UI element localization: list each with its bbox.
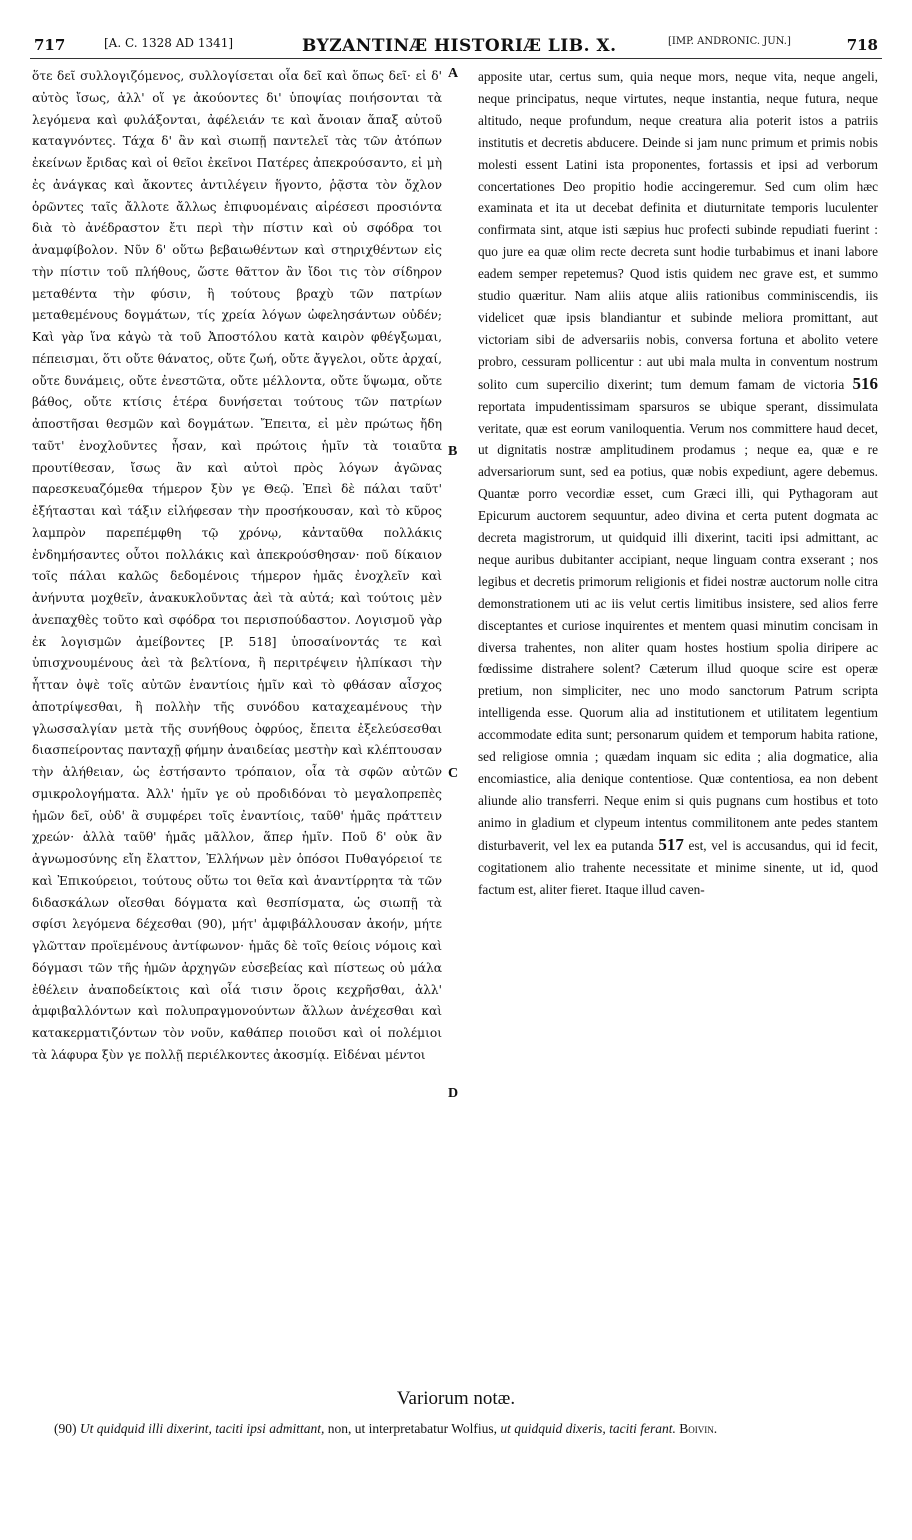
footnote-text: non, ut interpretabatur Wolfius, [327,1421,498,1436]
footnote [54,1420,884,1438]
margin-markers [446,66,466,1386]
emperor-label: [IMP. ANDRONIC. JUN.] [668,36,791,47]
date-range: [A. C. 1328 AD 1341] [104,36,234,50]
footnote-number: (90) [54,1421,77,1436]
footnote-quote-2: ut quidquid dixeris, taciti ferant. [500,1421,676,1436]
margin-letter-d: D [448,1086,459,1101]
latin-text-part-1: apposite utar, certus sum, quia neque mors, neque vita, neque angeli, neque principatus, neque virtutes, neque instantia, neque futura, neque altitudo, neque profundum, neque creatura alia poterit istos a patriis institutis et decretis abducere. Deinde si jam nunc primum et primis nobis molesti essent Latini ista proponentes, fortassis et ipsi ad verborum concertationes Deo propitio hodie accingeremur. Sed cum olim hæc examinata et ita ut decebat definita et diuturnitate temporis luculenter confirmata sint, atque isti sæpius huc profecti subinde repudiati fuerint : quo jure ea quæ olim recte decreta sunt hodie turbabimus et inani labore eadem semper repetemus? Quod istis quidem nec grave est, et summo studio quæritur. Nam aliis atque aliis rationibus comminiscendis, iis videlicet quæ ipsis blandiantur et subinde meliora promittant, aut victoriam sibi de adversariis nobis, conversa fortuna et abolito vetere probro, cessuram pollicentur : aut ubi mala multa in conventum nostrum solito cum supercilio dixerint; tum demum famam de victoria [478,69,878,392]
greek-column: ὅτε δεῖ συλλογιζόμενος, συλλογίσεται οἷα δεῖ καὶ ὅπως δεῖ· εἰ δ' αὐτὸς ἴσως, ἀλλ' οἵ γε ἀκούοντες δι' ὑποψίας ποιήσονται τὰ λεγόμενα καὶ φυλάξονται, ἀφέλειάν τε καὶ ἄνοιαν ἅπαξ αὐτοῦ καταγνόντες. Τάχα δ' ἂν καὶ σιωπῇ παντελεῖ τὰς τῶν ἀτόπων ἐκείνων ἔριδας καὶ οἱ θεῖοι ἐκεῖνοι Πατέρες ἀπεκρούσαντο, εἰ μὴ ἐς ἀνάγκας καὶ ἄκοντες ἀντιλέγειν ἥγοντο, ῥᾷστα τὸν ὄχλον ὁρῶντες ταῖς ἄλλοτε ἄλλως ἐπιφυομέναις αἱρέσεσι προσιόντα διὰ τὸ ἀνέδραστον ἔτι περὶ τὴν πίστιν καὶ οὐ σφόδρα τοι ἀναμφίβολον. Νῦν δ' οὕτω βεβαιωθέντων καὶ στηριχθέντων εἰς τὴν πίστιν τοῦ πλήθους, ὥστε θᾶττον ἂν ἴδοι τις τὸν σίδηρον μεταθέντα τὴν φύσιν, ἢ τούτους βραχὺ τῶν πατρίων μεταθεμένους δογμάτων, τίς χρεία λόγων ὠφελησάντων οὐδέν; Καὶ γὰρ ἵνα κἀγὼ τὰ τοῦ Ἀποστόλου κατὰ καιρὸν φθέγξωμαι, πέπεισμαι, ὅτι οὔτε θάνατος, οὔτε ζωή, οὔτε ἄγγελοι, οὔτε ἀρχαί, οὔτε δυνάμεις, οὔτε ἐνεστῶτα, οὔτε μέλλοντα, οὔτε ὕψωμα, οὔτε βάθος, οὔτε κτίσις ἑτέρα δυνήσεται τούτους τῶν πατρίων ἀποστῆσαι θεσμῶν καὶ δογμάτων. Ἔπειτα, εἰ μὲν πρώτως ἤδη ταῦτ' ἐνοχλοῦντες ἦσαν, καὶ πρώτοις ἡμῖν τὰ τοιαῦτα προυτίθεσαν, ἴσως ἂν καὶ αὐτοὶ πρὸς λόγων ἀγῶνας παρεσκευαζόμεθα τήμερον ξὺν γε Θεῷ. Ἐπεὶ δὲ πάλαι ταῦτ' ἐξήτασται καὶ τάξιν εἰλήφεσαν τὴν προσήκουσαν, καὶ τὸ κῦρος λαμπρὸν παρεπέμφθη τῷ χρόνῳ, κἀνταῦθα πολλάκις ἐνδημήσαντες οὗτοι πολλάκις καὶ ἀπεκρούσθησαν· ποῦ δίκαιον τοῖς πάλαι καλῶς δεδομένοις τήμερον ἡμᾶς ἐνοχλεῖν καὶ ἀνήνυτα μοχθεῖν, ἀνακυκλοῦντας ἀεὶ τὰ αὐτά; καὶ τούτοις μὲν ἀνεπαχθὲς τοῦτο καὶ σφόδρα τοι περισπούδαστον. Λογισμοῦ γὰρ ἐκ λογισμῶν ἀμείβοντες [P. 518] ὑποσαίνοντάς τε καὶ ὑπισχνουμένους ἀεὶ τὰ βελτίονα, ἢ περιτρέψειν ἠλπίκασι τὴν ἧτταν ὀψὲ τοῖς αὐτῶν ἐναντίοις ἡμῖν καὶ τὸ φθάσαν αἶσχος ἀποτρίψεσθαι, ἢ πολλὴν τῆς συνόδου καταχεαμένους τὴν γλωσσαλγίαν μετὰ τῆς συνήθους ὀφρύος, ἔπειτα ἐξελεύσεσθαι διασπείροντας πανταχῇ φήμην ἀναιδείας μεστὴν καὶ κλέπτουσαν τὴν ἀλήθειαν, ὡς ἐστήσαντο τρόπαιον, οἷα τὰ σφῶν αὐτῶν σμικρολογήματα. Ἀλλ' ἡμῖν γε οὐ προδιδόναι τὸ μεγαλοπρεπὲς ἡμῶν δεῖ, οὐδ' ἃ συμφέρει τοῖς ἐναντίοις, ταῦθ' ἡμᾶς πράττειν χρεών· ἀλλὰ ταῦθ' ἡμᾶς μᾶλλον, ἅπερ ἡμῖν. Ποῦ δ' οὐκ ἂν ἀγνωμοσύνης εἴη ἔλαττον, Ἑλλήνων μὲν ὁπόσοι Πυθαγόρειοί τε καὶ Ἐπικούρειοι, τούτους οὕτω τοι θεῖα καὶ ἀναντίρρητα τὰ τῶν διδασκάλων οἴεσθαι δόγματα καὶ θεσπίσματα, ὡς σιωπῇ τὰ σφίσι λεγόμενα δέχεσθαι (90), μήτ' ἀμφιβάλλουσαν ἀκοήν, μήτε γλῶτταν προϊεμένους ἀντίφωνον· ἡμᾶς δὲ τοῖς θείοις νόμοις καὶ δόγμασι τῶν τῆς ἡμῶν ἀρχηγῶν εὐσεβείας καὶ πίστεως οὐ μάλα ἐθέλειν ἀναποδείκτοις καὶ οἷά τισιν ὅροις κεχρῆσθαι, ἀλλ' ἀμφιβαλλόντων καὶ πολυπραγμονούντων ἄλλων ἀνέχεσθαι καὶ κατακερματιζόντων τὸν νοῦν, καθάπερ ποιοῦσι καὶ οἱ πολέμιοι τὰ λάφυρα ξὺν γε πολλῇ περιέλκοντες ἀκοσμίᾳ. Εἰδέναι μέντοι [32,69,442,1062]
latin-text-part-2: reportata impudentissimam sparsuros se ubique sperant, dissimulata veritate, quæ est eorum vaniloquentia. Verum nos committere haud decet, ut dignitatis nostræ amplitudinem prodamus ; neque ea, quæ e re adversariorum sunt, sed ea potius, quæ nobis expediunt, agere debemus. Quantæ porro vecordiæ esset, cum Græci illi, qui Pythagoram aut Epicurum auctorem sequuntur, adeo divina et certa putent dogmata ac decreta magistrorum, ut quidquid illi dixerint, taciti ipsi admittant, ac neque auribus dubitanter accipiant, neque linguam contra exserant ; nos legibus et decretis primorum religionis et fidei nostræ auctorum nolle citra demonstrationem uti ac iis velut certis limitibus insistere, sed alios ferre disceptantes et curiose inquirentes et mentem quasi minutim concisam in diversa trahentes, non aliter quam hostes hostium spolia diripere ac fœdissime distrahere solent? Cæterum illud quoque scire est operæ pretium, non simpliciter, nec uno modo sanctorum Patrum scripta intelligenda esse. Quorum alia ad institutionem et utilitatem legentium accommodate edita sunt; personarum quidem et temporum habita ratione, sed religiose omnia ; quædam inquam sic edita ; alia dogmatice, alia encomiastice, alia denique contentiose. Quæ contentiosa, ea non debent aliunde alio transferri. Neque enim si quis pugnans cum hostibus et toto animo in gladium et clypeum intentus commilitonem ante pedes stantem disturbaverit, vel lex ea putanda [478,398,878,853]
margin-letter-b: B [448,444,458,459]
page-number-right: 718 [846,36,878,54]
latin-text-part-3: est, vel is accusandus, qui id fecit, cogitationem alio trahente necessitate et minime sinente, ut id, quod factum est, aliter fieret. Itaque illud caven- [478,837,878,897]
margin-letter-a: A [448,66,459,81]
margin-letter-c: C [448,766,459,781]
footnote-quote: Ut quidquid illi dixerint, taciti ipsi admittant, [79,1421,325,1436]
page-reference-517: 517 [658,834,684,854]
latin-column [478,66,878,1386]
page-number-left: 717 [34,36,66,54]
running-title: BYZANTINÆ HISTORIÆ LIB. X. [302,36,617,56]
footnote-author: Boivin. [679,1421,718,1436]
page-reference-516: 516 [852,373,878,393]
running-header [30,34,882,59]
notes-heading: Variorum notæ. [396,1388,516,1409]
